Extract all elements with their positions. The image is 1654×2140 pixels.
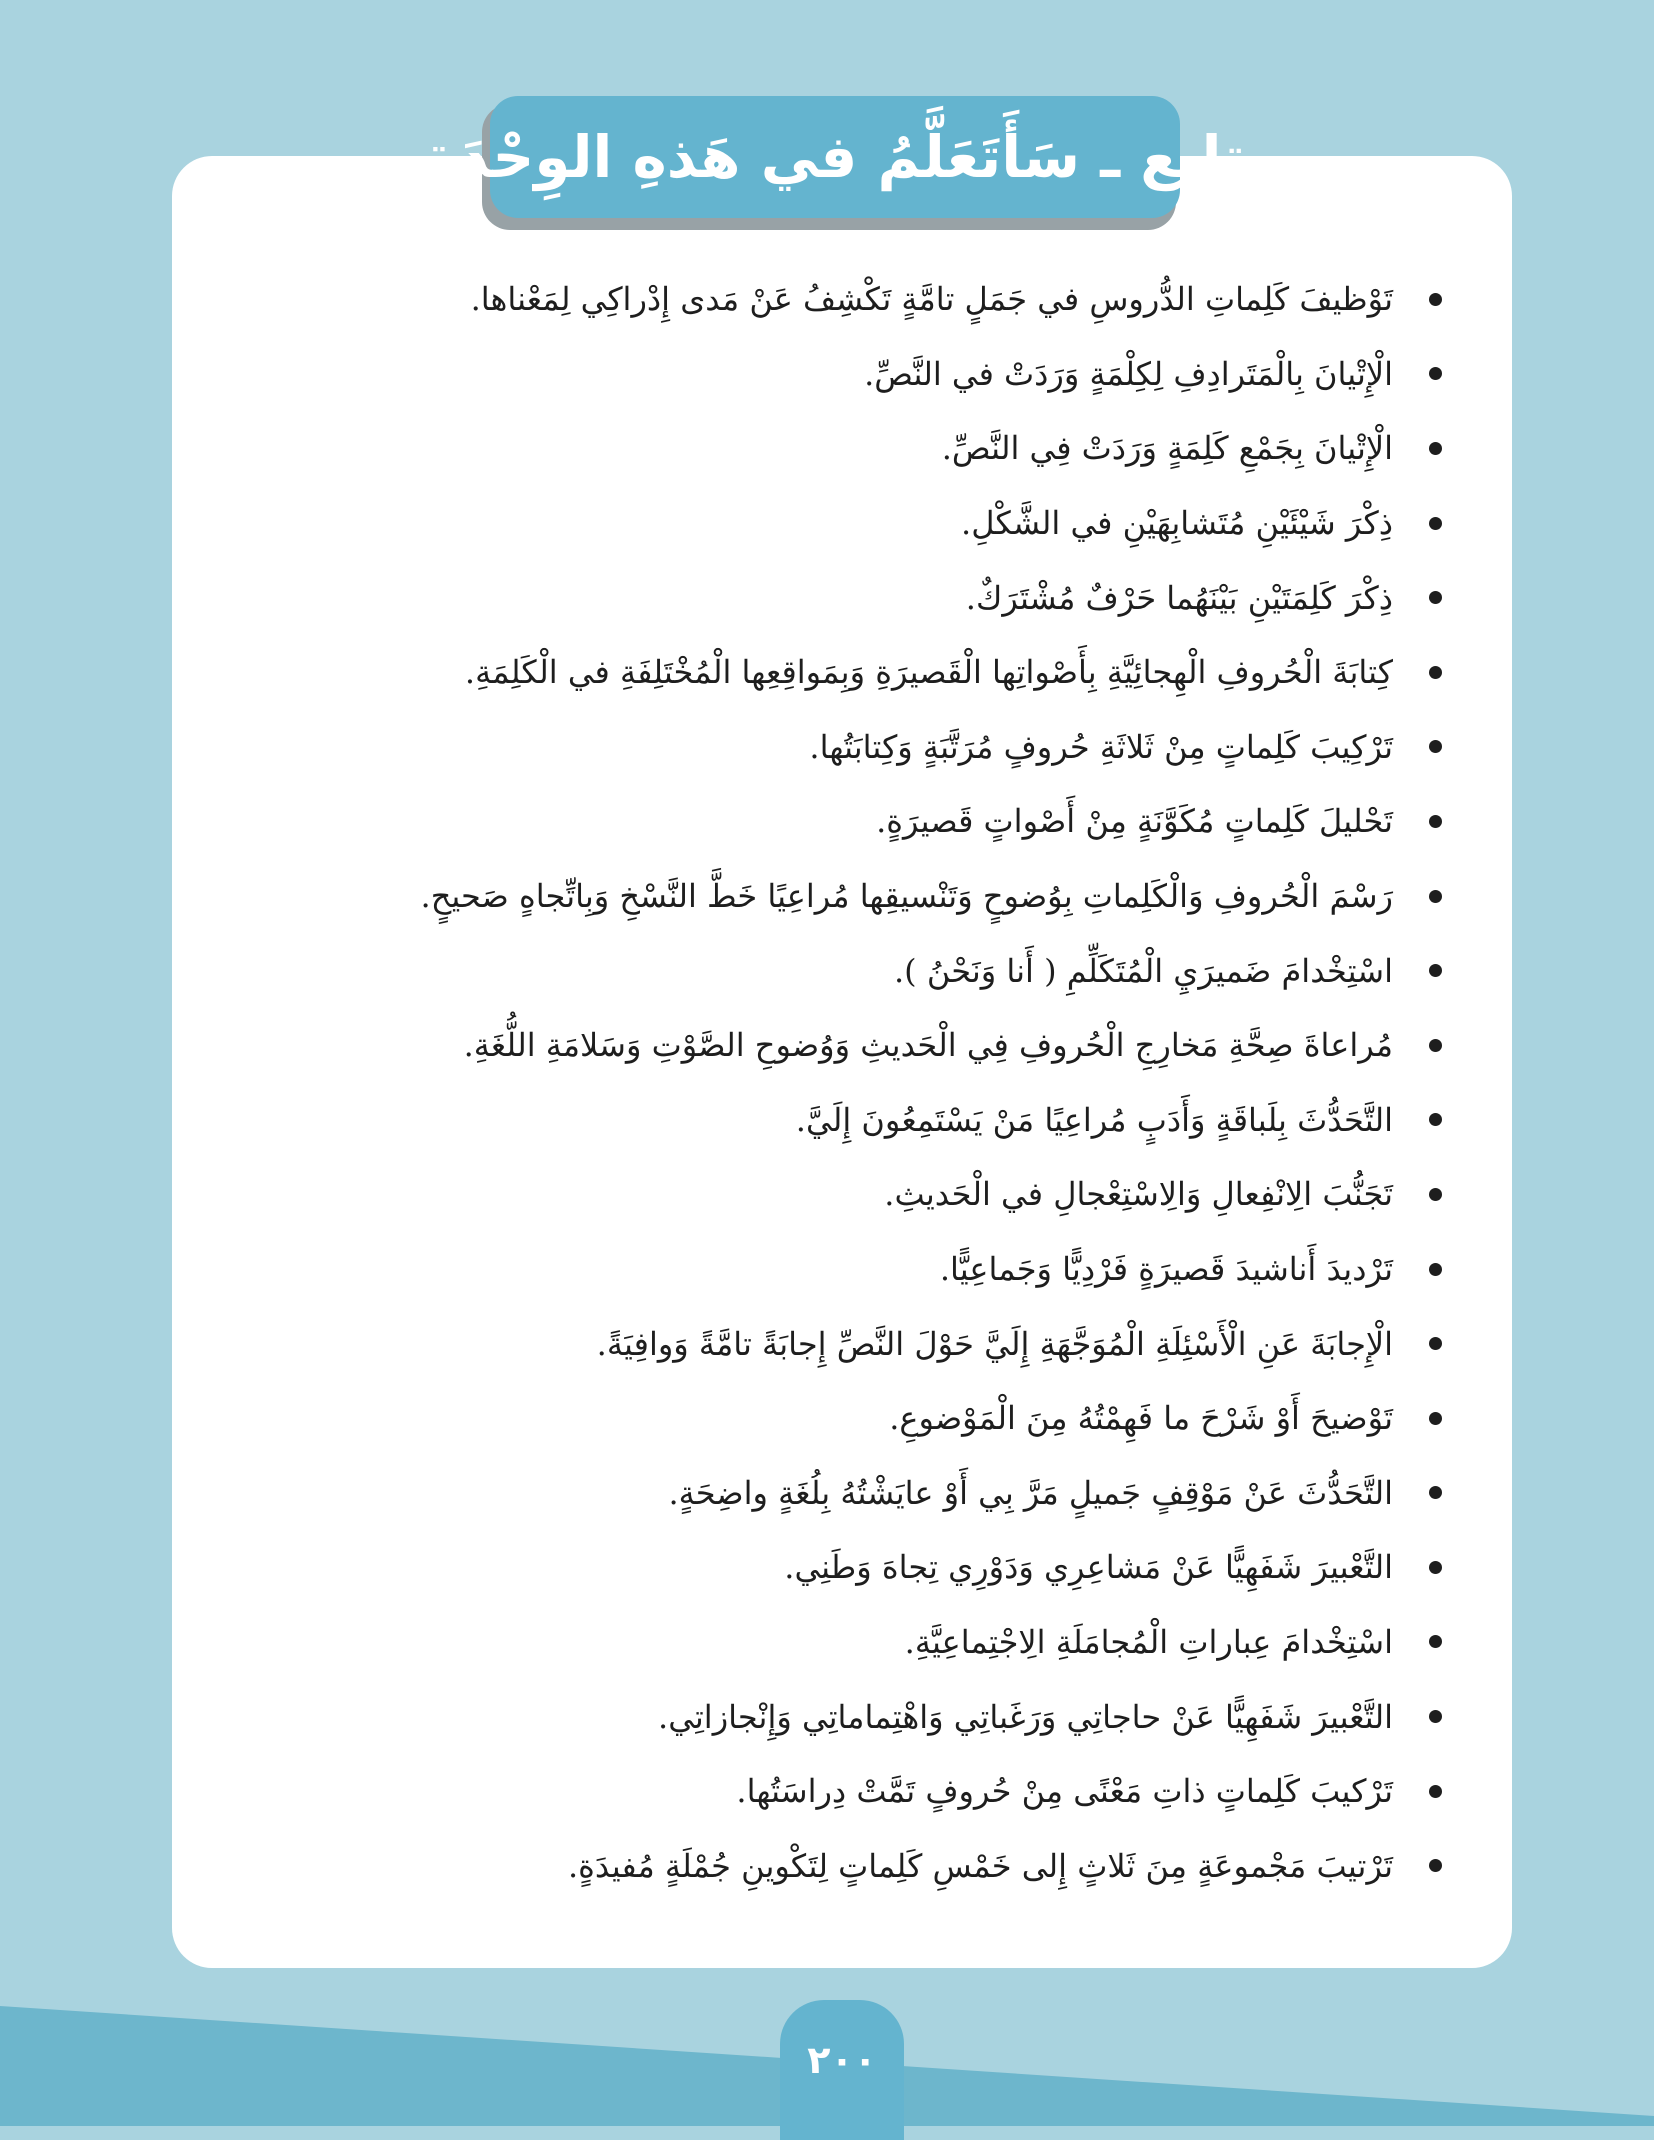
list-item [152, 262, 1442, 337]
bullet-icon [1429, 740, 1442, 753]
list-item [152, 1530, 1442, 1605]
bullet-icon [1429, 1785, 1442, 1798]
list-item-text: الْإِتْيانَ بِالْمَتَرادِفِ لِكِلْمَةٍ وَرَدَتْ في النَّصِّ. [864, 354, 1393, 393]
list-item [152, 1083, 1442, 1158]
list-item-text: مُراعاةَ صِحَّةِ مَخارِجِ الْحُروفِ فِي الْحَديثِ وَوُضوحِ الصَّوْتِ وَسَلامَةِ اللُّغَةِ. [463, 1026, 1393, 1065]
bullet-icon [1429, 1412, 1442, 1425]
bullet-icon [1429, 367, 1442, 380]
bullet-icon [1429, 1859, 1442, 1872]
list-item [152, 1232, 1442, 1307]
page-number-badge [780, 2000, 904, 2140]
list-item-text: ذِكْرَ كَلِمَتَيْنِ بَيْنَهُما حَرْفٌ مُشْتَرَكٌ. [965, 578, 1393, 617]
bullet-icon [1429, 1561, 1442, 1574]
list-item-text: اسْتِخْدامَ ضَميرَيِ الْمُتَكَلِّمِ ( أَنا وَنَحْنُ ). [894, 951, 1393, 990]
list-item [152, 1456, 1442, 1531]
list-item [152, 784, 1442, 859]
list-item [152, 1679, 1442, 1754]
bullet-icon [1429, 964, 1442, 977]
list-item-text: تَرْكِيبَ كَلِماتٍ مِنْ ثَلاثَةِ حُروفٍ مُرَتَّبَةٍ وَكِتابَتُها. [809, 727, 1393, 766]
list-item-text: الْإِتْيانَ بِجَمْعِ كَلِمَةٍ وَرَدَتْ فِي النَّصِّ. [941, 429, 1393, 468]
list-item [152, 635, 1442, 710]
list-item [152, 1306, 1442, 1381]
list-item-text: تَحْليلَ كَلِماتٍ مُكَوَّنَةٍ مِنْ أَصْواتٍ قَصيرَةٍ. [876, 802, 1393, 841]
bullet-icon [1429, 1188, 1442, 1201]
objectives-list [152, 262, 1442, 1903]
bullet-icon [1429, 1337, 1442, 1350]
bullet-icon [1429, 517, 1442, 530]
list-item-text: تَجَنُّبَ الِانْفِعالِ وَالِاسْتِعْجالِ في الْحَديثِ. [884, 1175, 1393, 1214]
list-item-text: تَوْظيفَ كَلِماتِ الدُّروسِ في جَمَلٍ تامَّةٍ تَكْشِفُ عَنْ مَدى إِدْراكِي لِمَعْناها. [470, 280, 1393, 319]
list-item-text: ذِكْرَ شَيْئَيْنِ مُتَشابِهَيْنِ في الشَّكْلِ. [961, 504, 1393, 543]
list-item-text: رَسْمَ الْحُروفِ وَالْكَلِماتِ بِوُضوحٍ وَتَنْسيقِها مُراعِيًا خَطَّ النَّسْخِ وَبِاتِّجاهٍ صَحيحٍ. [420, 877, 1393, 916]
list-item [152, 1381, 1442, 1456]
bullet-icon [1429, 1113, 1442, 1126]
page-number: ٢٠٠ [807, 2038, 877, 2082]
bullet-icon [1429, 815, 1442, 828]
list-item [152, 486, 1442, 561]
bullet-icon [1429, 1486, 1442, 1499]
list-item [152, 933, 1442, 1008]
bullet-icon [1429, 442, 1442, 455]
list-item-text: التَّعْبيرَ شَفَهِيًّا عَنْ مَشاعِرِي وَدَوْرِي تِجاهَ وَطَنِي. [784, 1548, 1393, 1587]
list-item-text: تَوْضيحَ أَوْ شَرْحَ ما فَهِمْتُهُ مِنَ الْمَوْضوعِ. [889, 1399, 1393, 1438]
title-tab [424, 96, 1246, 218]
page-title: تابع ـ سَأَتَعَلَّمُ في هَذهِ الوِحْدَةِ [424, 123, 1246, 191]
list-item [152, 1754, 1442, 1829]
list-item-text: الْإِجابَةَ عَنِ الْأَسْئِلَةِ الْمُوَجَّهَةِ إِلَيَّ حَوْلَ النَّصِّ إِجابَةً تامَّةً وَوافِيَةً. [596, 1324, 1393, 1363]
list-item-text: التَّحَدُّثَ بِلَباقَةٍ وَأَدَبٍ مُراعِيًا مَنْ يَسْتَمِعُونَ إِلَيَّ. [795, 1100, 1393, 1139]
list-item [152, 859, 1442, 934]
list-item-text: اسْتِخْدامَ عِباراتِ الْمُجامَلَةِ الِاجْتِماعِيَّةِ. [904, 1622, 1393, 1661]
bullet-icon [1429, 890, 1442, 903]
list-item-text: تَرْديدَ أَناشيدَ قَصيرَةٍ فَرْدِيًّا وَجَماعِيًّا. [939, 1250, 1393, 1289]
list-item [152, 560, 1442, 635]
list-item-text: تَرْتيبَ مَجْموعَةٍ مِنَ ثَلاثٍ إِلى خَمْسِ كَلِماتٍ لِتَكْوينِ جُمْلَةٍ مُفيدَةٍ. [567, 1846, 1393, 1885]
bullet-icon [1429, 591, 1442, 604]
list-item-text: تَرْكيبَ كَلِماتٍ ذاتِ مَعْنًى مِنْ حُروفٍ تَمَّتْ دِراسَتُها. [736, 1772, 1393, 1811]
list-item [152, 1008, 1442, 1083]
bullet-icon [1429, 1263, 1442, 1276]
list-item [152, 710, 1442, 785]
bullet-icon [1429, 666, 1442, 679]
list-item [152, 1157, 1442, 1232]
bullet-icon [1429, 1039, 1442, 1052]
list-item-text: كِتابَةَ الْحُروفِ الْهِجائِيَّةِ بِأَصْواتِها الْقَصيرَةِ وَبِمَواقِعِها الْمُخْتَلِفَةِ في الْكَلِمَةِ. [464, 653, 1393, 692]
list-item [152, 1605, 1442, 1680]
list-item-text: التَّعْبيرَ شَفَهِيًّا عَنْ حاجاتِي وَرَغَباتِي وَاهْتِماماتِي وَإِنْجازاتِي. [658, 1697, 1393, 1736]
bullet-icon [1429, 1635, 1442, 1648]
list-item-text: التَّحَدُّثَ عَنْ مَوْقِفٍ جَميلٍ مَرَّ بِي أَوْ عايَشْتُهُ بِلُغَةٍ واضِحَةٍ. [668, 1473, 1393, 1512]
bullet-icon [1429, 293, 1442, 306]
bullet-icon [1429, 1710, 1442, 1723]
list-item [152, 1828, 1442, 1903]
list-item [152, 411, 1442, 486]
list-item [152, 337, 1442, 412]
